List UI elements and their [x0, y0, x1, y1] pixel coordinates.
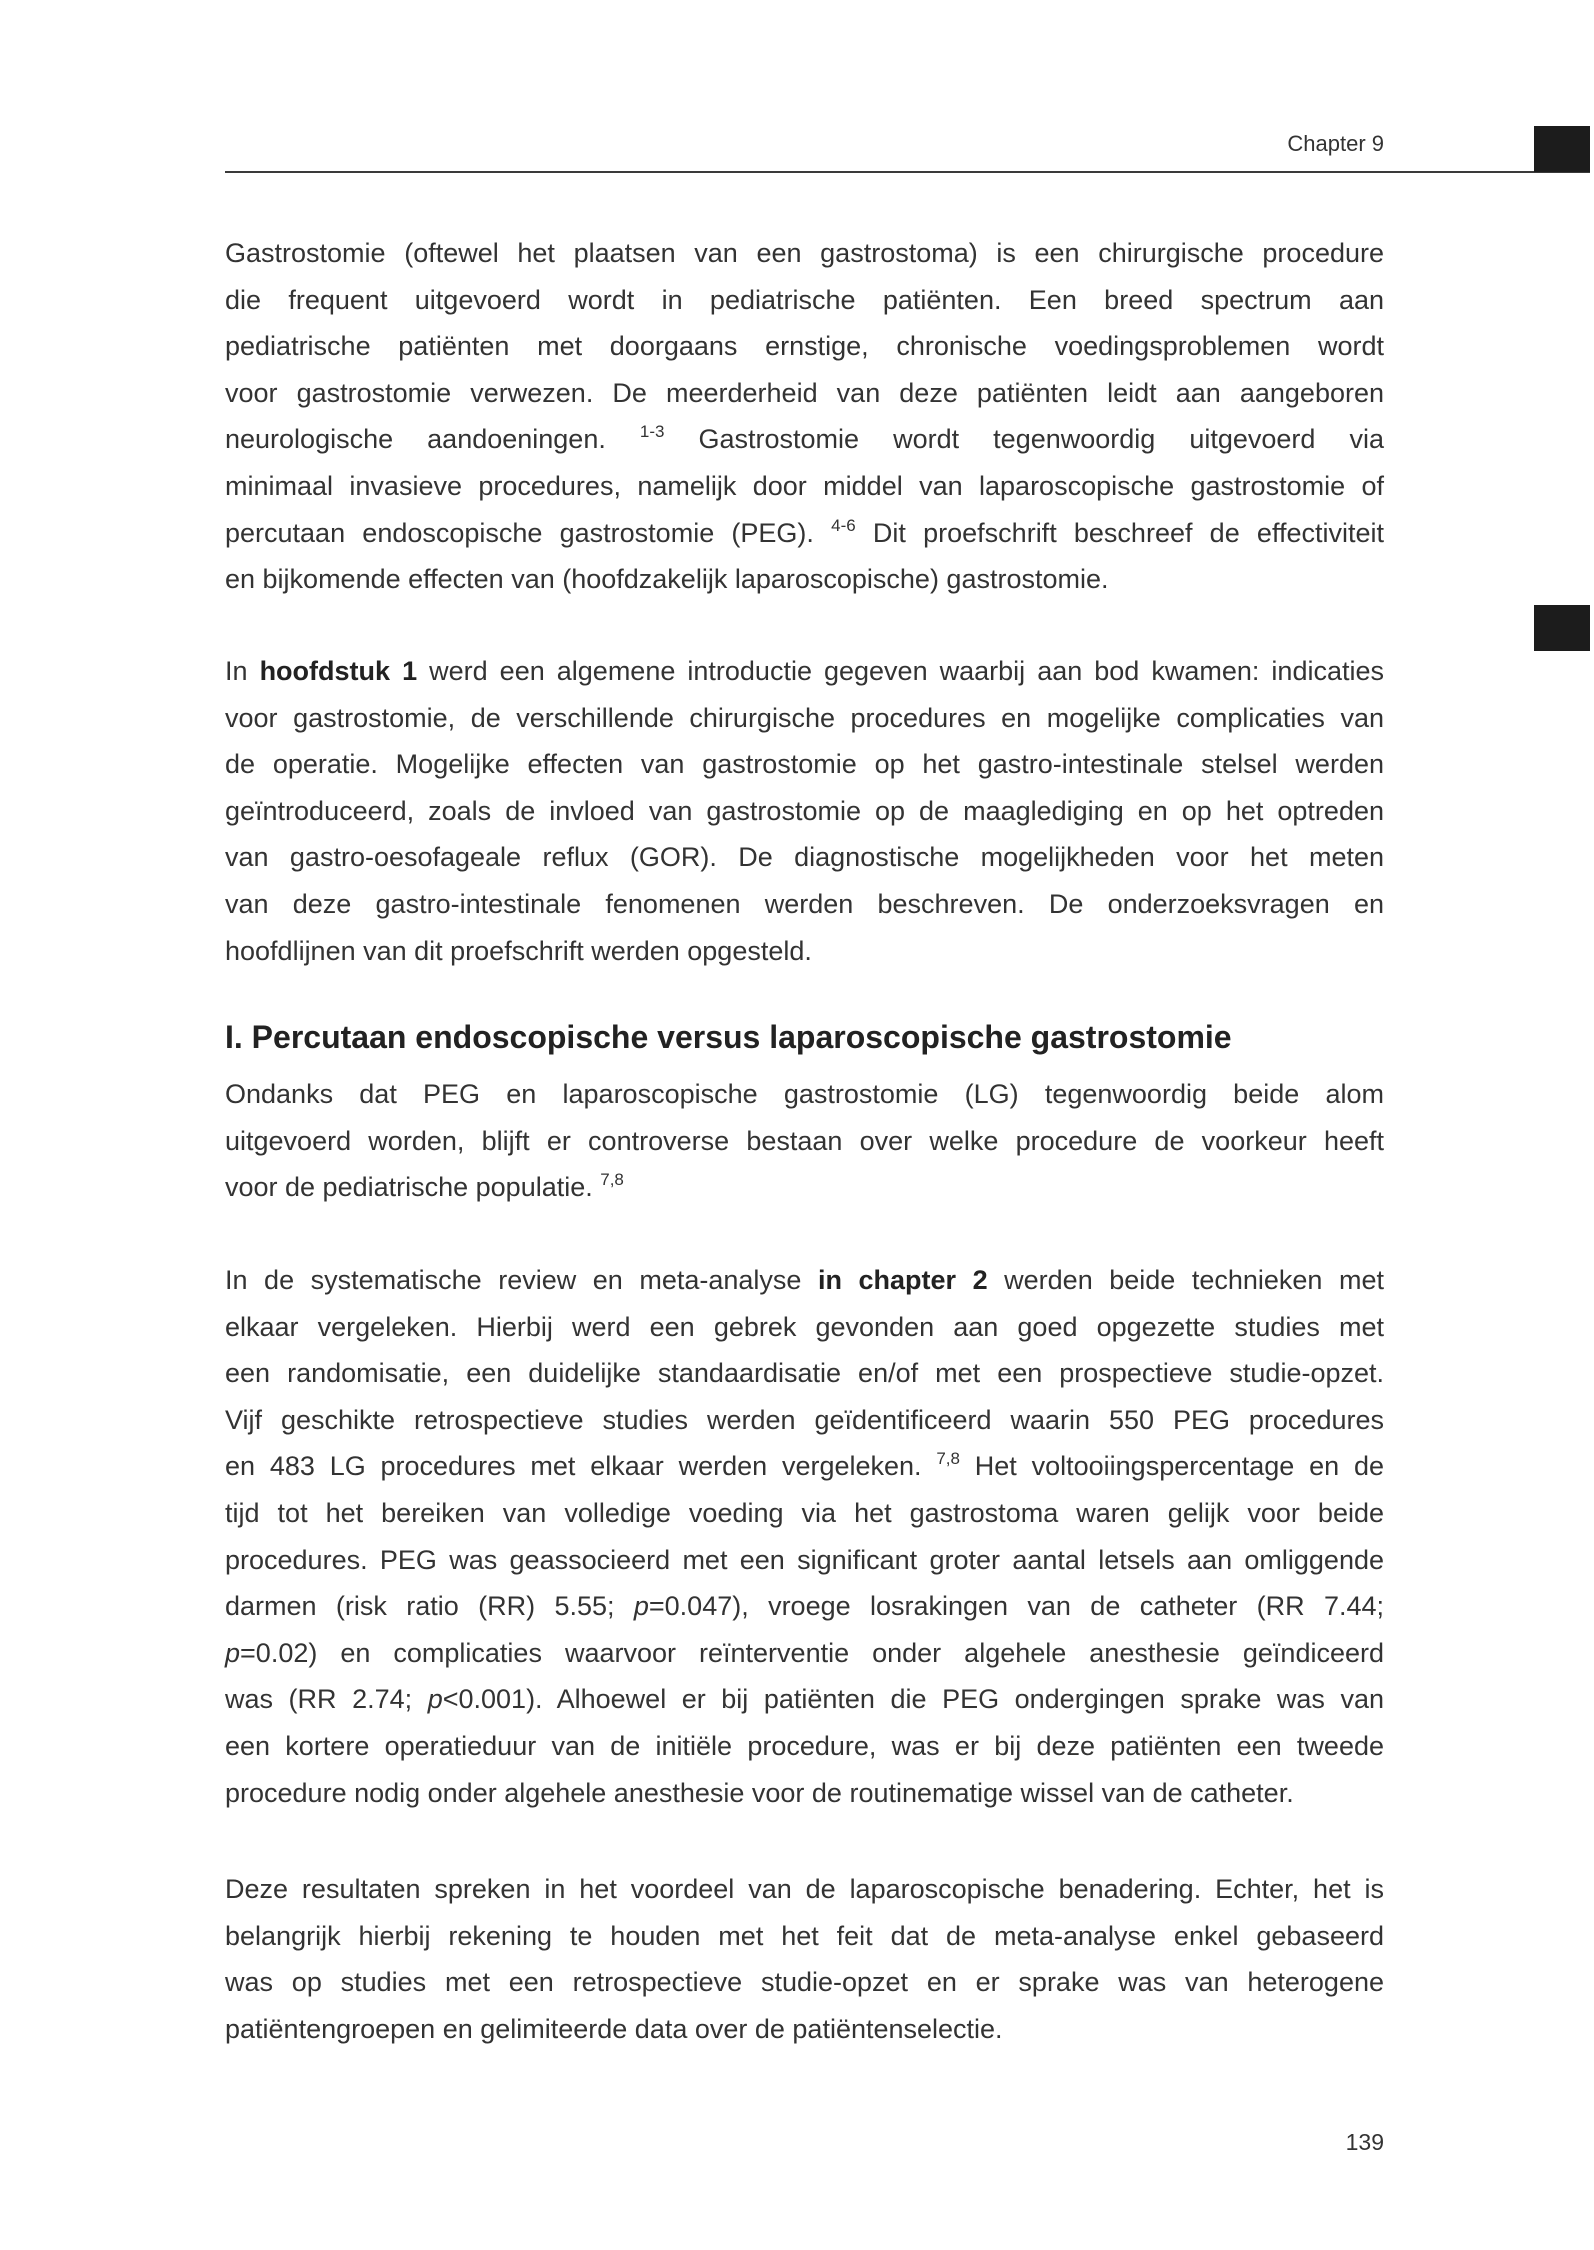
text-line: patiëntengroepen en gelimiteerde data over de patiëntenselectie.: [225, 2013, 1003, 2044]
text-line: pediatrische patiënten met doorgaans ernstige, chronische voedingsproblemen wordt: [225, 331, 1384, 362]
header-rule: [225, 171, 1590, 173]
section-intro-paragraph: [225, 1071, 1384, 1211]
text-line: die frequent uitgevoerd wordt in pediatrische patiënten. Een breed spectrum aan: [225, 284, 1384, 315]
text-line: elkaar vergeleken. Hierbij werd een gebrek gevonden aan goed opgezette studies met: [225, 1311, 1384, 1342]
text-line: en bijkomende effecten van (hoofdzakelijk laparoscopische) gastrostomie.: [225, 564, 1109, 595]
text-run: =0.047), vroege losrakingen van de catheter (RR 7.44;: [648, 1591, 1385, 1622]
text-line: [225, 416, 1384, 463]
text-line: Gastrostomie (oftewel het plaatsen van een gastrostoma) is een chirurgische procedure: [225, 238, 1384, 268]
meta-analysis-paragraph: [225, 1257, 1384, 1816]
text-line: procedures. PEG was geassocieerd met een significant groter aantal letsels aan omliggende: [225, 1544, 1384, 1575]
citation-superscript: 4-6: [831, 515, 856, 535]
text-line: van deze gastro-intestinale fenomenen werden beschreven. De onderzoeksvragen en: [225, 888, 1384, 919]
text-line: [225, 648, 1384, 695]
italic-p-value: p: [225, 1637, 241, 1668]
text-line: uitgevoerd worden, blijft er controverse bestaan over welke procedure de voorkeur heeft: [225, 1125, 1384, 1156]
bold-emphasis: in chapter 2: [817, 1265, 988, 1295]
text-line: [225, 1443, 1384, 1490]
text-line: procedure nodig onder algehele anesthesie voor de routinematige wissel van de catheter.: [225, 1777, 1294, 1808]
chapter-1-summary-paragraph: [225, 648, 1384, 974]
text-line: voor gastrostomie, de verschillende chirurgische procedures en mogelijke complicaties van: [225, 702, 1384, 733]
page-number: 139: [1345, 2129, 1384, 2155]
text-line: [225, 1583, 1384, 1630]
text-run: darmen (risk ratio (RR) 5.55;: [225, 1591, 634, 1622]
citation-superscript: 7,8: [936, 1449, 960, 1469]
text-run: In de systematische review en meta-analyse: [225, 1265, 818, 1295]
text-run: Dit proefschrift beschreef de effectiviteit: [855, 517, 1384, 548]
text-line: was op studies met een retrospectieve studie-opzet en er sprake was van heterogene: [225, 1967, 1384, 1998]
text-run: was (RR 2.74;: [225, 1684, 428, 1715]
text-line: de operatie. Mogelijke effecten van gastrostomie op het gastro-intestinale stelsel werden: [225, 749, 1384, 780]
section-heading: I. Percutaan endoscopische versus laparoscopische gastrostomie: [225, 1019, 1232, 1055]
text-run: werden beide technieken met: [987, 1265, 1384, 1295]
text-line: [225, 510, 1384, 557]
text-run: percutaan endoscopische gastrostomie (PEG).: [225, 517, 832, 548]
italic-p-value: p: [427, 1684, 443, 1715]
citation-superscript: 7,8: [600, 1170, 624, 1190]
text-line: [225, 1257, 1384, 1304]
text-line: tijd tot het bereiken van volledige voeding via het gastrostoma waren gelijk voor beide: [225, 1497, 1384, 1528]
text-line: [225, 1630, 1384, 1677]
conclusion-paragraph: [225, 1866, 1384, 2052]
text-run: =0.02) en complicaties waarvoor reïnterventie onder algehele anesthesie geïndiceerd: [240, 1637, 1384, 1668]
running-header-chapter: Chapter 9: [1287, 131, 1384, 156]
intro-paragraph: [225, 230, 1384, 603]
text-line: Ondanks dat PEG en laparoscopische gastrostomie (LG) tegenwoordig beide alom: [225, 1079, 1384, 1109]
text-line: Vijf geschikte retrospectieve studies werden geïdentificeerd waarin 550 PEG procedures: [225, 1404, 1384, 1435]
text-line: voor gastrostomie verwezen. De meerderheid van deze patiënten leidt aan aangeboren: [225, 377, 1384, 408]
chapter-thumb-tab: [1534, 126, 1590, 172]
text-run: In: [225, 656, 260, 686]
text-run: Gastrostomie wordt tegenwoordig uitgevoerd via: [664, 424, 1384, 455]
section-thumb-tab: [1534, 605, 1590, 651]
text-line: belangrijk hierbij rekening te houden met het feit dat de meta-analyse enkel gebaseerd: [225, 1920, 1384, 1951]
text-line: een randomisatie, een duidelijke standaardisatie en/of met een prospectieve studie-opzet.: [225, 1358, 1384, 1389]
bold-emphasis: hoofdstuk 1: [259, 656, 418, 686]
text-line: hoofdlijnen van dit proefschrift werden opgesteld.: [225, 935, 812, 966]
text-line: Deze resultaten spreken in het voordeel van de laparoscopische benadering. Echter, het is: [225, 1874, 1384, 1904]
text-run: en 483 LG procedures met elkaar werden vergeleken.: [225, 1451, 937, 1482]
text-line: minimaal invasieve procedures, namelijk door middel van laparoscopische gastrostomie of: [225, 470, 1384, 501]
text-run: neurologische aandoeningen.: [225, 424, 640, 455]
text-run: Het voltooiingspercentage en de: [959, 1451, 1384, 1482]
text-line: geïntroduceerd, zoals de invloed van gastrostomie op de maaglediging en op het optreden: [225, 795, 1384, 826]
italic-p-value: p: [633, 1591, 649, 1622]
text-run: <0.001). Alhoewel er bij patiënten die PEG ondergingen sprake was van: [442, 1684, 1385, 1715]
text-run: voor de pediatrische populatie.: [225, 1172, 601, 1203]
text-line: [225, 1676, 1384, 1723]
text-run: werd een algemene introductie gegeven waarbij aan bod kwamen: indicaties: [417, 656, 1384, 686]
text-line: [225, 1164, 1384, 1211]
text-line: een kortere operatieduur van de initiële procedure, was er bij deze patiënten een tweede: [225, 1730, 1384, 1761]
citation-superscript: 1-3: [639, 422, 665, 442]
text-line: van gastro-oesofageale reflux (GOR). De diagnostische mogelijkheden voor het meten: [225, 842, 1384, 873]
